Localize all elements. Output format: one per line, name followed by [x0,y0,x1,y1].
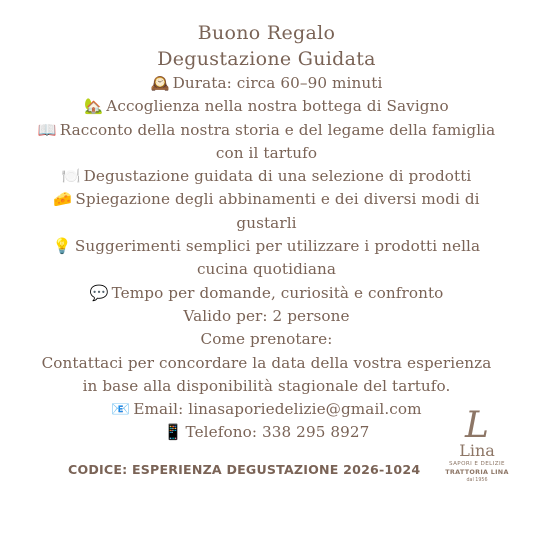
pairing-text: Spiegazione degli abbinamenti e dei diversi modi di [75,190,480,209]
tips-line [0,235,533,258]
story-line-cont: con il tartufo [215,143,318,162]
voucher-content [0,20,533,445]
light-bulb-icon: 💡 [52,237,72,256]
contact-text-2: in base alla disponibilità stagionale del tartufo. [82,376,451,395]
open-book-icon: 📖 [37,120,57,139]
logo-subtitle: SAPORI E DELIZIE [449,461,505,467]
duration-line [0,72,533,95]
tips-line-cont: cucina quotidiana [196,260,337,279]
logo-name: Lina [459,441,495,460]
voucher-code: CODICE: ESPERIENZA DEGUSTAZIONE 2026-1024 [68,462,421,477]
tips-text: Suggerimenti semplici per utilizzare i prodotti nella [74,237,481,256]
duration-text: Durata: circa 60–90 minuti [172,74,383,92]
tasting-line [0,165,533,188]
questions-line [0,282,533,305]
pairing-line-cont: gustarli [236,213,297,232]
how-to-book: Come prenotare: [200,330,333,349]
plate-cutlery-icon: 🍽️ [61,167,81,186]
questions-text: Tempo per domande, curiosità e confronto [111,283,444,302]
mantelpiece-clock-icon: 🕰️ [150,74,170,92]
email-text[interactable]: Email: linasaporiedelizie@gmail.com [133,400,422,419]
cheese-icon: 🧀 [53,190,73,209]
welcome-line [0,95,533,118]
logo-subtitle-2: TRATTORIA LINA [445,468,509,476]
mobile-phone-icon: 📱 [163,423,183,442]
pairing-line [0,188,533,211]
house-with-garden-icon: 🏡 [84,97,104,116]
speech-bubble-icon: 💬 [89,283,109,302]
voucher-subtitle: Degustazione Guidata [157,48,376,70]
tasting-text: Degustazione guidata di una selezione di prodotti [83,167,472,186]
story-text: Racconto della nostra storia e del legame della famiglia [59,120,496,139]
logo-since: dal 1956 [466,478,488,483]
brand-logo [437,405,517,485]
phone-text[interactable]: Telefono: 338 295 8927 [185,423,370,442]
contact-text-1: Contattaci per concordare la data della vostra esperienza [41,353,492,372]
valid-for: Valido per: 2 persone [183,306,350,325]
voucher-title: Buono Regalo [197,22,336,44]
email-icon: 📧 [111,400,131,419]
logo-mark: L [465,405,489,446]
story-line [0,119,533,142]
welcome-text: Accoglienza nella nostra bottega di Savigno [106,97,449,116]
